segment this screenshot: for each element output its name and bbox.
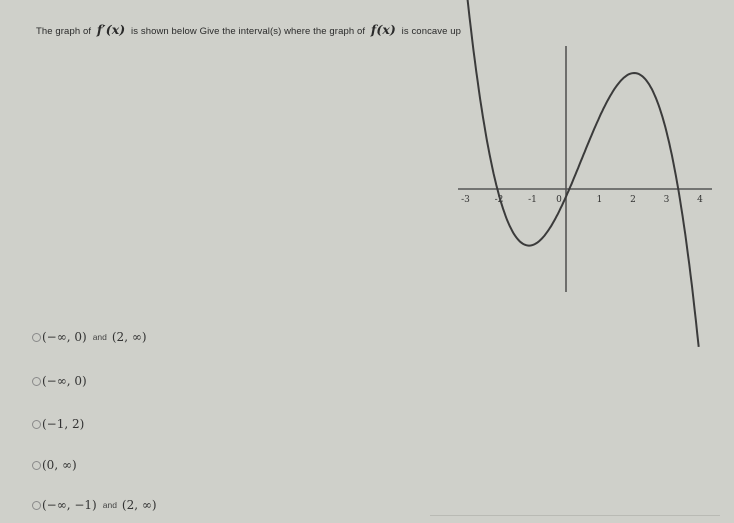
divider [430,515,720,516]
x-tick-label: 4 [697,195,703,205]
x-tick-labels [461,195,703,205]
option-5-radio[interactable] [32,501,41,510]
option-2-interval: (−∞, 0) [42,374,87,388]
option-5[interactable] [32,498,157,512]
option-2[interactable] [32,374,87,388]
option-1-and: and [92,332,107,342]
question-f: f(x) [370,22,396,37]
option-1-interval-a: (−∞, 0) [42,330,87,344]
x-tick-label: 0 [556,195,562,205]
option-4[interactable] [32,458,77,472]
x-tick-label: 3 [663,195,670,205]
option-1-interval-b: (2, ∞) [111,330,147,344]
question-suffix: is concave up [401,26,462,37]
x-tick-label: -2 [494,195,504,205]
x-tick-label: 2 [630,195,636,205]
x-tick-label: -1 [528,195,537,205]
option-5-interval-b: (2, ∞) [121,498,157,512]
option-4-interval: (0, ∞) [42,458,77,472]
x-tick-label: 1 [596,195,603,205]
option-3-interval: (−1, 2) [42,417,85,431]
option-1-radio[interactable] [32,333,41,342]
option-3[interactable] [32,417,84,431]
option-3-radio[interactable] [32,420,41,429]
option-4-radio[interactable] [32,461,41,470]
question-prefix: The graph of [36,26,92,37]
question-middle: is shown below Give the interval(s) where the graph of [131,26,366,37]
question-fprime: f′(x) [96,22,126,37]
option-1[interactable] [32,330,147,344]
option-2-radio[interactable] [32,377,41,386]
x-tick-label: -3 [461,195,470,205]
option-5-and: and [102,500,117,510]
derivative-curve [459,0,699,347]
option-5-interval-a: (−∞, −1) [42,498,97,512]
